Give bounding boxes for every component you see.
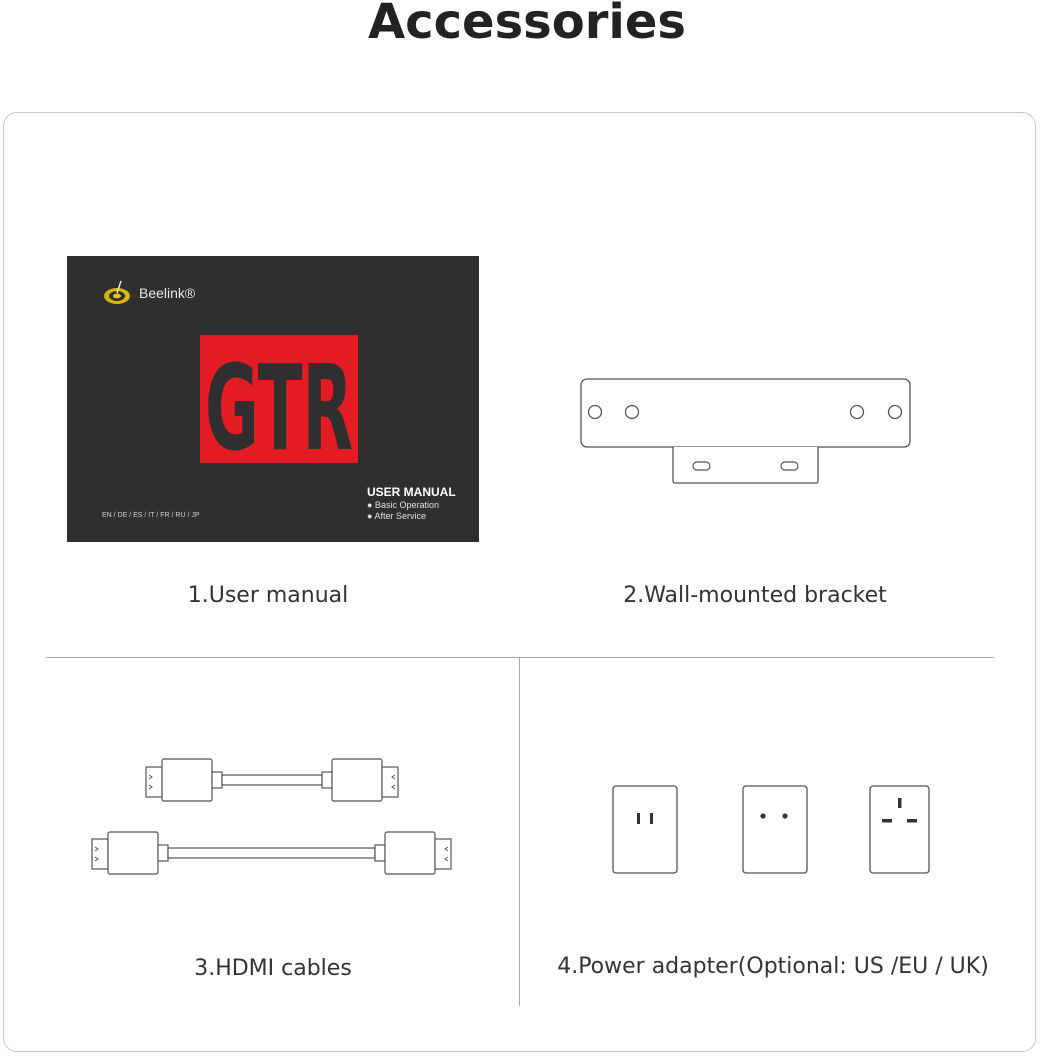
beelink-brand bbox=[101, 280, 195, 306]
divider-vertical bbox=[519, 658, 520, 1006]
manual-languages: EN / DE / ES / IT / FR / RU / JP bbox=[102, 512, 200, 519]
hdmi-cables-image bbox=[86, 755, 458, 880]
gtr-logo bbox=[200, 335, 358, 477]
manual-bullet: ● Basic Operation bbox=[367, 500, 439, 510]
item-label: 1.User manual bbox=[187, 583, 349, 608]
manual-heading: USER MANUAL bbox=[367, 485, 456, 499]
wall-bracket-image bbox=[578, 376, 914, 486]
beelink-logo-icon bbox=[101, 279, 133, 307]
manual-bullet: ● After Service bbox=[367, 511, 426, 521]
brand-name: Beelink® bbox=[139, 285, 196, 301]
item-label: 4.Power adapter(Optional: US /EU / UK) bbox=[557, 954, 989, 979]
gtr-logo-text: GTR bbox=[205, 339, 353, 477]
item-label: 3.HDMI cables bbox=[194, 956, 352, 981]
eu-adapter bbox=[743, 786, 807, 873]
item-label: 2.Wall-mounted bracket bbox=[623, 583, 887, 608]
divider-horizontal bbox=[46, 657, 994, 658]
power-adapters-image bbox=[608, 782, 938, 878]
us-adapter bbox=[613, 786, 677, 873]
page-title: Accessories bbox=[368, 0, 686, 50]
user-manual-image bbox=[67, 256, 479, 542]
